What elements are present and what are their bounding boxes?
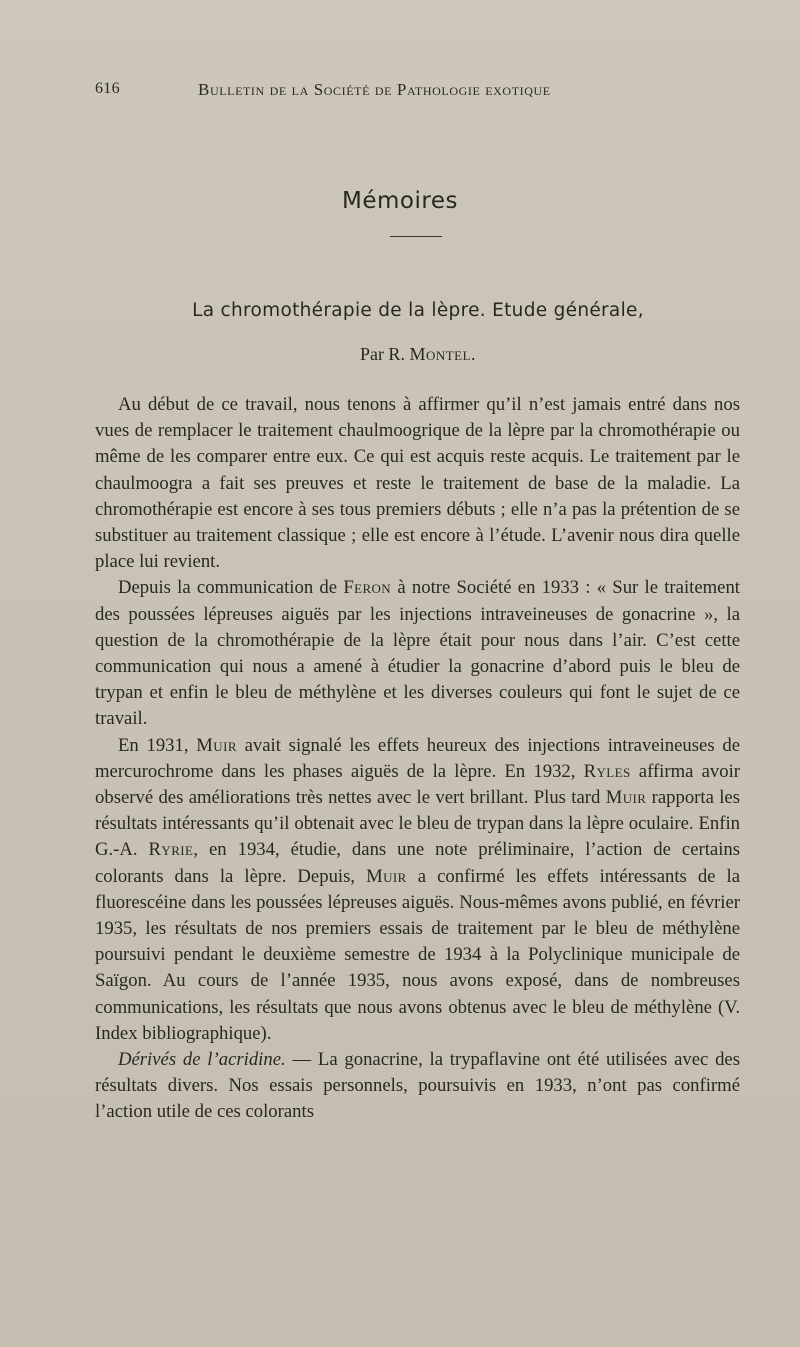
- paragraph-4: [95, 1047, 740, 1126]
- journal-title: Bulletin de la Société de Pathologie exotique: [198, 80, 551, 99]
- paragraph-3: [95, 733, 740, 1047]
- text-run: a confirmé les effets intéressants de la fluorescéine dans les poussées lépreuses aiguës. Nous-mêmes avons publié, en février 1935, les résultats de nos premiers essais de traitement par le bleu de méthylène poursuivi pendant le deuxième semestre de 1934 à la Polyclinique municipale de Saïgon. Au cours de l’année 1935, nous avons exposé, dans de nombreuses communications, les résultats que nous avons obtenus avec le bleu de méthylène (V. Index bibliographique).: [95, 865, 741, 1044]
- article-title: La chromothérapie de la lèpre. Etude générale,: [192, 300, 644, 321]
- text-run: rapporta les résultats intéressants qu’il obtenait avec le bleu de trypan dans la lèpre oculaire. Enfin G.-A.: [95, 787, 740, 861]
- article-body: [95, 392, 740, 1126]
- text-run: , en 1934, étudie, dans une note préliminaire, l’action de certains colorants dans la lèpre. Depuis,: [95, 839, 740, 887]
- divider-rule: [390, 236, 442, 237]
- page-number: 616: [95, 80, 120, 97]
- paragraph-1: Au début de ce travail, nous tenons à affirmer qu’il n’est jamais entré dans nos vues de remplacer le traitement chaulmoogrique de la lèpre par la chromothérapie ou même de les comparer entre eux. Ce qui est acquis reste acquis. Le traitement par le chaulmoogra a fait ses preuves et reste le traitement de base de la maladie. La chromothérapie est encore à ses tous premiers débuts ; elle n’a pas la prétention de se substituer au traitement classique ; elle est encore à l’étude. L’avenir nous dira quelle place lui revient.: [95, 394, 740, 573]
- text-run: En 1931,: [118, 734, 197, 756]
- text-run: Depuis la communication de: [118, 577, 344, 599]
- text-run: affirma avoir observé des améliorations très nettes avec le vert brillant. Plus tard: [95, 760, 740, 809]
- byline-prefix: Par R.: [359, 344, 405, 364]
- author-name: Montel.: [409, 344, 477, 364]
- author-ref-muir: Muir: [366, 865, 407, 887]
- text-run: avait signalé les effets heureux des injections intraveineuses de mercurochrome dans les phases aiguës de la lèpre. En 1932,: [95, 734, 740, 782]
- section-title: Mémoires: [342, 188, 458, 214]
- paragraph-2: [95, 575, 740, 732]
- author-ref-muir: Muir: [605, 787, 647, 809]
- author-ref-feron: Feron: [343, 577, 392, 599]
- text-run: — La gonacrine, la trypaflavine ont été utilisées avec des résultats divers. Nos essais personnels, poursuivis en 1933, n’ont pas confirmé l’action utile de ces colorants: [95, 1049, 740, 1123]
- author-ref-ryrie: Ryrie: [148, 839, 194, 861]
- subsection-heading: Dérivés de l’acridine.: [118, 1049, 286, 1071]
- text-run: à notre Société en 1933 : « Sur le traitement des poussées lépreuses aiguës par les injections intraveineuses de gonacrine », la question de la chromothérapie de la lèpre était pour nous dans l’air. C’est cette communication qui nous a amené à étudier la gonacrine d’abord puis le bleu de trypan et enfin le bleu de méthylène et les diverses couleurs qui font le sujet de ce travail.: [95, 577, 740, 730]
- byline: [0, 344, 800, 365]
- author-ref-muir: Muir: [196, 734, 237, 756]
- author-ref-ryles: Ryles: [583, 760, 631, 782]
